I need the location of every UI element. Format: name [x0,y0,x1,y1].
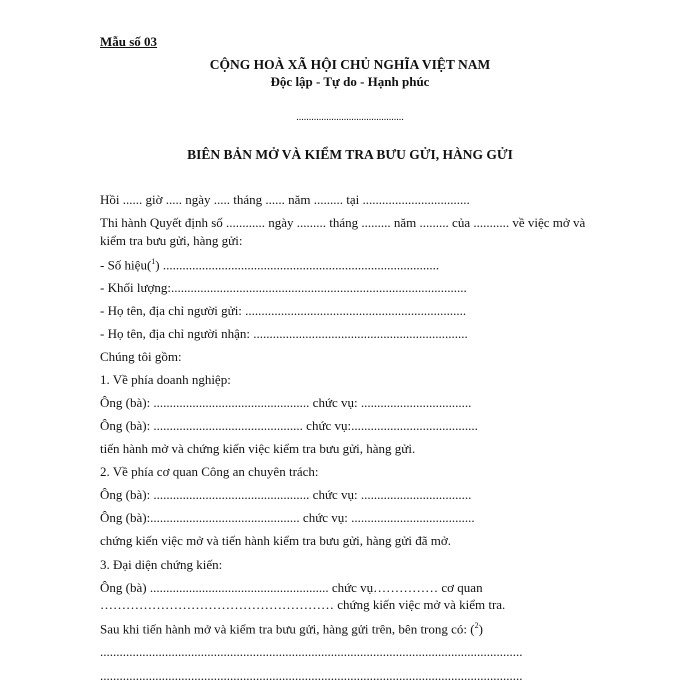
section-2-heading: 2. Về phía cơ quan Công an chuyên trách: [100,464,319,479]
receiver-line: - Họ tên, địa chỉ người nhận: .................................................................. [100,326,468,341]
decision-line-1: Thi hành Quyết định số ............ ngày ......... tháng ......... năm ......... của ........... về việc mở và [100,215,586,230]
serial-label: - Số hiệu( [100,257,152,273]
nation-heading: CỘNG HOÀ XÃ HỘI CHỦ NGHĨA VIỆT NAM [209,57,491,72]
section-3-person: Ông (bà) ....................................................... chức vụ…………… cơ quan [100,580,483,595]
section-1-note: tiến hành mở và chứng kiến việc kiểm tra bưu gửi, hàng gửi. [100,441,416,456]
header-separator: ........................................... [296,112,404,123]
section-3-heading: 3. Đại diện chứng kiến: [100,557,223,572]
contents-dots-2: .................................................................................................................................. [100,668,523,683]
contents-paren: ) [478,621,483,637]
footnote-2-marker: 2 [474,621,479,630]
section-2-person-2: Ông (bà):.............................................. chức vụ: ...................................... [100,510,475,525]
form-code: Mẫu số 03 [100,34,158,49]
section-2-note: chứng kiến việc mở và tiến hành kiểm tra bưu gửi, hàng gửi đã mở. [100,533,451,548]
time-place-line: Hồi ...... giờ ..... ngày ..... tháng ...... năm ......... tại ................................. [100,192,470,207]
serial-dots: ) ..................................................................................... [155,257,440,273]
section-1-person-1: Ông (bà): ................................................ chức vụ: .................................. [100,395,472,410]
members-intro: Chúng tôi gồm: [100,349,182,364]
decision-line-2: kiểm tra bưu gửi, hàng gửi: [100,233,243,248]
contents-dots-1: .................................................................................................................................. [100,644,523,659]
section-3-continuation: ……………………………………………… chứng kiến việc mở và kiểm tra. [100,597,506,612]
weight-line: - Khối lượng:........................................................................................... [100,280,467,295]
document-title: BIÊN BẢN MỞ VÀ KIỂM TRA BƯU GỬI, HÀNG GỬI [187,147,513,162]
contents-label: Sau khi tiến hành mở và kiểm tra bưu gửi, hàng gửi trên, bên trong có: ( [100,621,475,637]
section-1-person-2: Ông (bà): .............................................. chức vụ:....................................... [100,418,478,433]
section-2-person-1: Ông (bà): ................................................ chức vụ: .................................. [100,487,472,502]
motto: Độc lập - Tự do - Hạnh phúc [270,74,430,89]
footnote-1-marker: 1 [151,257,156,266]
contents-line [100,621,483,637]
serial-number-line [100,257,439,273]
section-1-heading: 1. Về phía doanh nghiệp: [100,372,231,387]
sender-line: - Họ tên, địa chỉ người gửi: .................................................................... [100,303,467,318]
